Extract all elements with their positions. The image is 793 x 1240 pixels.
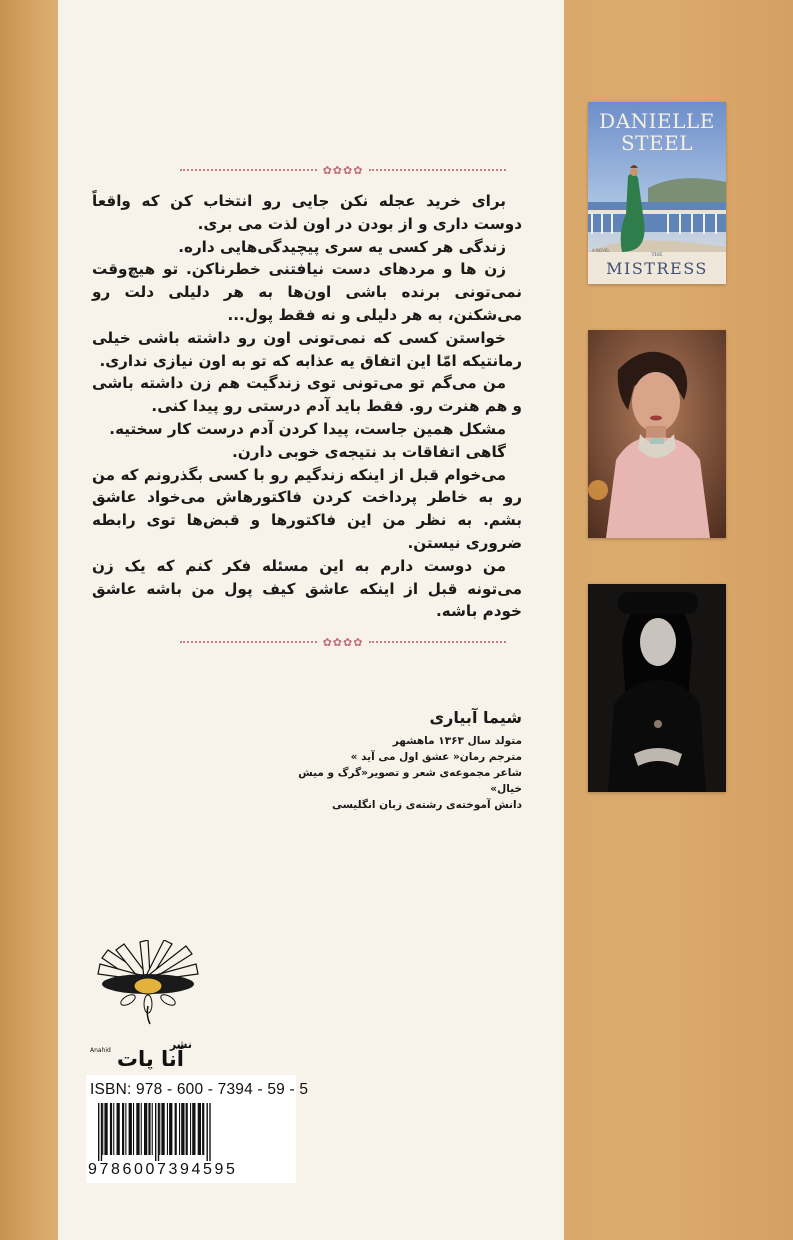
barcode-bar: [192, 1103, 195, 1155]
barcode-bar: [144, 1103, 147, 1155]
barcode-bars: [98, 1103, 288, 1161]
barcode-bar: [179, 1103, 180, 1155]
cover-title: MISTRESS: [606, 259, 708, 278]
barcode-bar: [198, 1103, 201, 1155]
blurb-paragraph: گاهی اتفاقات بد نتیجه‌ی خوبی دارن.: [232, 442, 506, 461]
barcode-bar: [209, 1103, 210, 1161]
translator-portrait-illustration: [588, 584, 726, 792]
blurb-paragraph: من می‌گم تو می‌تونی توی زندگیت هم زن داشته باشی و هم هنرت رو. فقط باید آدم درستی رو پیدا کنی.: [92, 374, 522, 416]
ornament-divider-bottom: [180, 632, 506, 652]
blurb-paragraph: من دوست دارم به این مسئله فکر کنم که یک زن می‌تونه قبل از اینکه عاشق کیف پول من باشه عاشق خودم باشه.: [92, 556, 522, 621]
isbn-barcode: [86, 1075, 309, 1183]
cover-author-first-name: DANIELLE: [599, 109, 715, 133]
flower-book-icon: [88, 940, 208, 1070]
cover-title-article: THE: [651, 252, 663, 258]
flower-ornament-icon: ✿✿✿✿: [322, 163, 364, 177]
barcode-bar: [161, 1103, 164, 1155]
blurb-text: [92, 190, 522, 623]
blurb-paragraph: برای خرید عجله نکن جایی رو انتخاب کن که واقعاً دوست داری و از بودن در اون لذت می بری.: [92, 192, 522, 233]
barcode-bar: [169, 1103, 172, 1155]
barcode-bar: [202, 1103, 204, 1155]
translator-portrait-photo: [588, 584, 726, 792]
translator-bio-line: دانش آموخته‌ی رشته‌ی زبان انگلیسی: [332, 799, 522, 811]
ornament-divider-top: [180, 160, 506, 180]
barcode-bar: [207, 1103, 208, 1161]
blurb-paragraph: زن ها و مردهای دست نیافتنی خطرناکن. تو هیچ‌وقت نمی‌تونی برنده باشی اون‌ها به هر دلیلی دلت رو می‌شکنن، به هر دلیلی و نه فقط پول...: [92, 260, 522, 324]
cover-left-edge: [0, 0, 58, 1240]
barcode-bar: [117, 1103, 120, 1155]
barcode-digits: 9786007394595: [88, 1161, 238, 1178]
blurb-paragraph: زندگی هر کسی یه سری پیچیدگی‌هایی داره.: [178, 237, 506, 256]
dotted-line-right: [369, 169, 506, 171]
barcode-bar: [181, 1103, 184, 1155]
blurb-paragraph: خواستن کسی که نمی‌تونی اون رو داشته باشی خیلی رمانتیکه امّا این اتفاق یه عذابه که تو به اون نیازی نداری.: [92, 328, 522, 370]
barcode-bar: [129, 1103, 132, 1155]
barcode-bar: [113, 1103, 114, 1155]
barcode-bar: [148, 1103, 150, 1155]
barcode-bar: [141, 1103, 142, 1155]
translator-bio: [270, 708, 522, 813]
translator-name: شیما آبیاری: [429, 708, 522, 727]
publisher-label: نشر: [169, 1038, 192, 1051]
barcode-bar: [110, 1103, 112, 1155]
barcode-bar: [125, 1103, 126, 1155]
author-portrait-photo: [588, 330, 726, 538]
barcode-bar: [158, 1103, 159, 1161]
isbn-label: ISBN: 978 - 600 - 7394 - 59 - 5: [90, 1081, 309, 1098]
barcode-bar: [136, 1103, 139, 1155]
barcode-bar: [152, 1103, 153, 1155]
blurb-paragraph: مشکل همین جاست، پیدا کردن آدم درست کار سختیه.: [109, 419, 506, 438]
blurb-paragraph: می‌خوام قبل از اینکه زندگیم رو با کسی بگذرونم که من رو به خاطر پرداخت کردن فاکتورهاش می‌خواد عاشق بشم. به نظر من این فاکتورها و قبض‌ها توی رابطه ضروری نیستن.: [92, 465, 522, 552]
dotted-line-left: [180, 641, 317, 643]
translator-bio-line: شاعر مجموعه‌ی شعر و تصویر«گرگ و میش خیال»: [298, 767, 522, 795]
translator-bio-line: متولد سال ۱۳۶۳ ماهشهر: [392, 735, 522, 747]
barcode-bar: [102, 1103, 103, 1155]
cover-author-last-name: STEEL: [620, 131, 694, 155]
barcode-bar: [167, 1103, 168, 1155]
dotted-line-left: [180, 169, 317, 171]
barcode-bar: [122, 1103, 124, 1155]
dotted-line-right: [369, 641, 506, 643]
barcode-bar: [186, 1103, 188, 1155]
barcode-bar: [101, 1103, 102, 1161]
author-portrait-illustration: [588, 330, 726, 538]
barcode-bar: [133, 1103, 134, 1155]
barcode-bar: [159, 1103, 160, 1155]
publisher-logo: [88, 940, 208, 1070]
flower-ornament-icon: ✿✿✿✿: [322, 635, 364, 649]
barcode-bar: [104, 1103, 107, 1155]
barcode-bar: [175, 1103, 177, 1155]
barcode-bar: [155, 1103, 156, 1161]
barcode-bar: [190, 1103, 191, 1155]
barcode-bar: [98, 1103, 99, 1161]
translator-bio-line: مترجم رمان« عشق اول می‌ آید »: [350, 751, 522, 763]
publisher-name: آنا پات: [116, 1047, 184, 1070]
cover-novel-tag: A NOVEL: [592, 248, 610, 253]
publisher-latin-tag: Anahid: [90, 1047, 111, 1054]
original-book-cover-thumbnail: [588, 102, 726, 284]
